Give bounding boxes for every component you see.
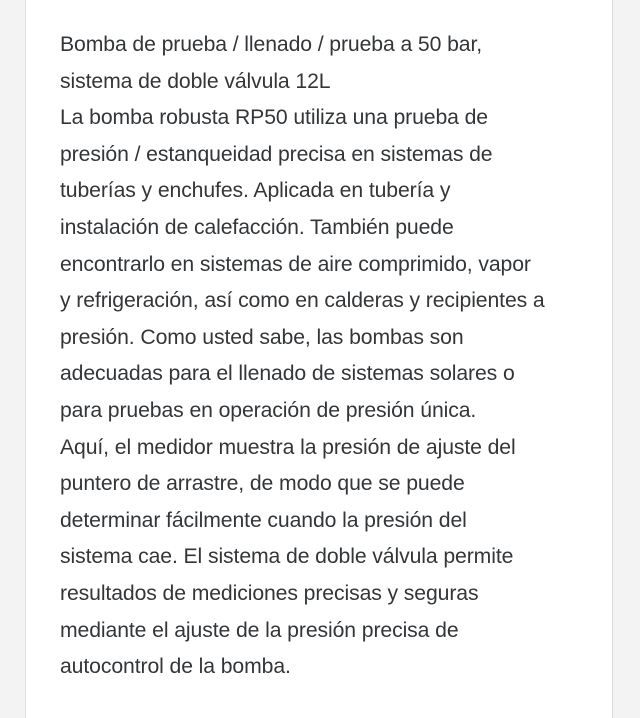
- description-line: instalación de calefacción. También puede: [60, 215, 454, 239]
- description-line: presión / estanqueidad precisa en sistemas de: [60, 142, 493, 166]
- description-line: tuberías y enchufes. Aplicada en tubería y: [60, 179, 451, 203]
- product-title-line-1: Bomba de prueba / llenado / prueba a 50 bar,: [60, 33, 483, 56]
- description-line: encontrarlo en sistemas de aire comprimido, vapor: [60, 252, 531, 276]
- description-line: para pruebas en operación de presión única.: [60, 398, 477, 422]
- description-line: Aquí, el medidor muestra la presión de ajuste del: [60, 435, 516, 459]
- description-line: adecuadas para el llenado de sistemas solares o: [60, 362, 515, 386]
- product-title-line-2: sistema de doble válvula 12L: [60, 69, 331, 93]
- description-line: determinar fácilmente cuando la presión del: [60, 508, 467, 532]
- description-line: resultados de mediciones precisas y seguras: [60, 581, 479, 605]
- description-line: presión. Como usted sabe, las bombas son: [60, 325, 464, 349]
- description-line: puntero de arrastre, de modo que se puede: [60, 472, 465, 496]
- description-line: autocontrol de la bomba.: [60, 655, 291, 679]
- description-line: sistema cae. El sistema de doble válvula permite: [60, 545, 514, 569]
- product-description-text: [60, 27, 590, 686]
- product-description-card: [25, 0, 613, 718]
- description-line: y refrigeración, así como en calderas y recipientes a: [60, 289, 545, 313]
- description-line: La bomba robusta RP50 utiliza una prueba de: [60, 106, 488, 130]
- description-line: mediante el ajuste de la presión precisa de: [60, 618, 459, 642]
